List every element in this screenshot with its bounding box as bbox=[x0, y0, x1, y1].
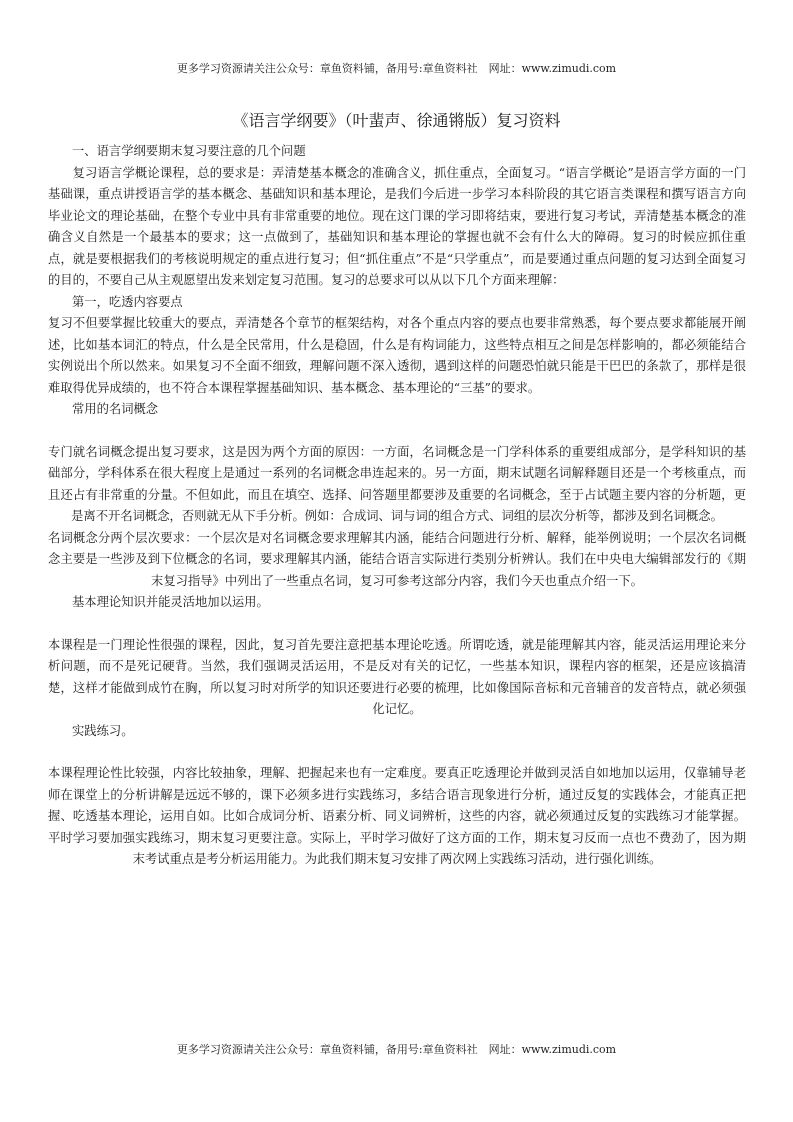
page-header: 更多学习资源请关注公众号：章鱼资料铺，备用号:章鱼资料社 网址：www.zimudi.com bbox=[176, 62, 617, 75]
point1-paragraph: 复习不但要掌握比较重大的要点，弄清楚各个章节的框架结构，对各个重点内容的要点也要非常熟悉，每个要点要求都能展开阐述，比如基本词汇的特点，什么是全民常用，什么是稳固，什么是有构词能力，这些特点相互之间是怎样影响的，都必须能结合实例说出个所以然来。如果复习不全面不细致，理解问题不深入透彻，遇到这样的问题恐怕就只能是干巴巴的条款了，那样是很难取得优异成绩的，也不符合本课程掌握基础知识、基本概念、基本理论的“三基”的要求。 bbox=[48, 316, 746, 395]
point2-heading: 常用的名词概念 bbox=[72, 402, 159, 416]
document-title: 《语言学纲要》（叶蜚声、徐通锵版）复习资料 bbox=[232, 111, 561, 130]
point4-paragraph: 本课程理论性比较强，内容比较抽象，理解、把握起来也有一定难度。要真正吃透理论并做到灵活自如地加以运用，仅靠辅导老师在课堂上的分析讲解是远远不够的，课下必须多进行实践练习，多结合语言现象进行分析，通过反复的实践体会，才能真正把握、吃透基本理论，运用自如。比如合成词分析、语素分析、同义词辨析，这些的内容，就必须通过反复的实践练习才能掌握。平时学习要加强实践练习，期末复习更要注意。实际上，平时学习做好了这方面的工作，期末复习反而一点也不费劲了，因为期末考试重点是考分析运用能力。为此我们期末复习安排了两次网上实践练习活动，进行强化训练。 bbox=[48, 766, 746, 866]
spacer bbox=[48, 742, 746, 763]
document-body bbox=[48, 141, 746, 871]
point2-paragraph-2: 名词概念分两个层次要求：一个层次是对名词概念要求理解其内涵，能结合问题进行分析、解释，能举例说明；一个层次名词概念主要是一些涉及到下位概念的名词，要求理解其内涵，能结合语言实际进行类别分析辨认。我们在中央电大编辑部发行的《期末复习指导》中列出了一些重点名词，复习可参考这部分内容，我们今天也重点介绍一下。 bbox=[48, 530, 746, 588]
page-footer: 更多学习资源请关注公众号：章鱼资料铺，备用号:章鱼资料社 网址：www.zimudi.com bbox=[176, 1043, 617, 1056]
intro-paragraph: 复习语言学概论课程，总的要求是：弄清楚基本概念的准确含义，抓住重点，全面复习。“语言学概论”是语言学方面的一门基础课，重点讲授语言学的基本概念、基础知识和基本理论，是我们今后进一步学习本科阶段的其它语言类课程和撰写语言方向毕业论文的理论基础，在整个专业中具有非常重要的地位。现在这门课的学习即将结束，要进行复习考试，弄清楚基本概念的准确含义自然是一个最基本的要求；这一点做到了，基础知识和基本理论的掌握也就不会有什么大的障碍。复习的时候应抓住重点，就是要根据我们的考核说明规定的重点进行复习；但“抓住重点”不是“只学重点”，而是要通过重点问题的复习达到全面复习的目的，不要自己从主观愿望出发来划定复习范围。复习的总要求可以从以下几个方面来理解： bbox=[48, 165, 746, 287]
spacer bbox=[48, 614, 746, 635]
point4-heading: 实践练习。 bbox=[72, 723, 134, 738]
point3-paragraph: 本课程是一门理论性很强的课程，因此，复习首先要注意把基本理论吃透。所谓吃透，就是能理解其内容，能灵活运用理论来分析问题，而不是死记硬背。当然，我们强调灵活运用，不是反对有关的记忆，一些基本知识，课程内容的框架，还是应该搞清楚，这样才能做到成竹在胸，所以复习时对所学的知识还要进行必要的梳理，比如像国际音标和元音辅音的发音特点，就必须强化记忆。 bbox=[48, 637, 746, 716]
section-heading: 一、语言学纲要期末复习要注意的几个问题 bbox=[72, 144, 306, 158]
point2-paragraph-1: 专门就名词概念提出复习要求，这是因为两个方面的原因：一方面，名词概念是一门学科体系的重要组成部分，是学科知识的基础部分，学科体系在很大程度上是通过一系列的名词概念串连起来的。另一方面，期末试题名词解释题目还是一个考核重点，而且还占有非常重的分量。不但如此，而且在填空、选择、问答题里都要涉及重要的名词概念，至于占试题主要内容的分析题，更是离不开名词概念，否则就无从下手分析。例如：合成词、词与词的组合方式、词组的层次分析等，都涉及到名词概念。 bbox=[48, 444, 746, 523]
point1-heading: 第一，吃透内容要点 bbox=[72, 294, 183, 309]
spacer bbox=[48, 421, 746, 442]
point3-heading: 基本理论知识并能灵活地加以运用。 bbox=[72, 595, 269, 609]
